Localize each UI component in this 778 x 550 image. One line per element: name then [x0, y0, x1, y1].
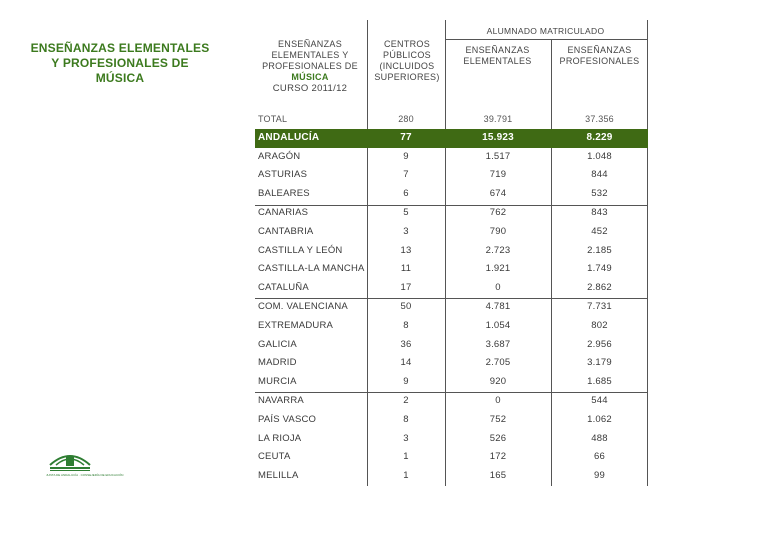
table-row	[255, 317, 648, 336]
cell-centros: 9	[403, 150, 409, 162]
header-main-line-3: PROFESIONALES DE	[262, 61, 358, 71]
cell-centros: 14	[400, 357, 412, 369]
cell-profesionales: 2.956	[587, 338, 612, 350]
cell-name: CANTABRIA	[258, 225, 314, 237]
header-elem-line-2: ELEMENTALES	[463, 56, 532, 66]
cell-profesionales: 3.179	[587, 357, 612, 369]
cell-name: MURCIA	[258, 376, 297, 388]
cell-name: CANARIAS	[258, 206, 309, 218]
cell-profesionales: 37.356	[585, 114, 614, 124]
cell-elementales: 762	[489, 206, 507, 218]
cell-centros: 11	[400, 263, 412, 275]
cell-elementales: 165	[489, 470, 507, 482]
header-prof-line-1: ENSEÑANZAS	[567, 45, 632, 55]
musica-table	[255, 20, 648, 486]
cell-centros: 50	[400, 300, 412, 312]
cell-name: PAÍS VASCO	[258, 413, 317, 425]
cell-elementales: 719	[489, 169, 507, 181]
cell-elementales: 2.723	[485, 244, 511, 256]
table-row	[255, 166, 648, 185]
cell-name: EXTREMADURA	[258, 319, 334, 331]
cell-profesionales: 802	[591, 319, 608, 331]
cell-name: BALEARES	[258, 188, 310, 200]
cell-name: GALICIA	[258, 338, 297, 350]
cell-centros: 1	[403, 451, 409, 463]
title-line-1: ENSEÑANZAS ELEMENTALES	[30, 41, 210, 55]
table-row	[255, 354, 648, 373]
header-main-musica: MÚSICA	[291, 72, 329, 82]
table-row-total	[255, 110, 648, 129]
cell-profesionales: 544	[591, 394, 608, 406]
table-row	[255, 392, 648, 411]
table-row	[255, 298, 648, 317]
header-main-curso: CURSO 2011/12	[272, 83, 348, 94]
cell-centros: 1	[403, 470, 409, 482]
header-main	[255, 39, 365, 94]
title-line-2: Y PROFESIONALES DE	[51, 56, 189, 70]
table-row	[255, 279, 648, 298]
page-title	[30, 41, 210, 86]
cell-profesionales: 452	[591, 225, 608, 237]
cell-elementales: 790	[489, 225, 507, 237]
cell-elementales: 920	[489, 376, 507, 388]
cell-elementales: 4.781	[485, 300, 511, 312]
cell-elementales: 1.517	[485, 150, 511, 162]
cell-centros: 5	[403, 206, 409, 218]
cell-profesionales: 1.062	[587, 413, 612, 425]
cell-elementales: 172	[489, 451, 507, 463]
title-line-3: MÚSICA	[95, 71, 145, 85]
cell-name: ANDALUCÍA	[258, 131, 320, 143]
header-alumnado: ALUMNADO MATRICULADO	[486, 26, 605, 36]
header-centros-line-3: (INCLUIDOS	[379, 61, 435, 71]
cell-name: NAVARRA	[258, 394, 304, 406]
table-row	[255, 223, 648, 242]
table-row	[255, 242, 648, 261]
header-elementales	[445, 45, 550, 67]
alumnado-underline	[445, 39, 648, 40]
cell-elementales: 2.705	[485, 357, 511, 369]
header-centros-line-2: PÚBLICOS	[383, 50, 431, 60]
cell-centros: 77	[400, 131, 412, 143]
cell-centros: 3	[403, 225, 409, 237]
cell-name: MELILLA	[258, 470, 299, 482]
cell-profesionales: 844	[591, 169, 608, 181]
table-row	[255, 185, 648, 204]
cell-profesionales: 2.185	[587, 244, 612, 256]
cell-centros: 2	[403, 394, 409, 406]
cell-elementales: 526	[489, 432, 507, 444]
cell-profesionales: 1.685	[587, 376, 612, 388]
cell-name: CASTILLA-LA MANCHA	[258, 263, 365, 275]
cell-profesionales: 99	[594, 470, 605, 482]
cell-profesionales: 1.749	[587, 263, 612, 275]
cell-name: ARAGÓN	[258, 150, 301, 162]
cell-elementales: 1.921	[485, 263, 511, 275]
cell-name: MADRID	[258, 357, 297, 369]
cell-profesionales: 7.731	[587, 300, 612, 312]
cell-centros: 3	[403, 432, 409, 444]
cell-profesionales: 532	[591, 188, 608, 200]
logo-text: JUNTA DE ANDALUCÍA · CONSEJERÍA DE EDUCACIÓN	[46, 473, 124, 477]
cell-centros: 13	[400, 244, 412, 256]
cell-name: ASTURIAS	[258, 169, 308, 181]
cell-name: CATALUÑA	[258, 282, 309, 294]
cell-profesionales: 8.229	[586, 131, 613, 143]
cell-elementales: 1.054	[485, 319, 511, 331]
header-profesionales	[551, 45, 648, 67]
cell-centros: 8	[403, 413, 409, 425]
table-row	[255, 336, 648, 355]
cell-profesionales: 66	[594, 451, 605, 463]
table-row	[255, 204, 648, 223]
table-row	[255, 467, 648, 486]
cell-name: TOTAL	[258, 114, 288, 124]
header-centros-line-1: CENTROS	[383, 39, 431, 49]
cell-elementales: 752	[489, 413, 507, 425]
cell-elementales: 0	[495, 282, 501, 294]
header-main-line-2: ELEMENTALES Y	[271, 50, 349, 60]
cell-centros: 280	[398, 114, 414, 124]
table-body	[255, 110, 648, 486]
cell-centros: 6	[403, 188, 409, 200]
cell-centros: 17	[400, 282, 412, 294]
cell-elementales: 39.791	[483, 114, 513, 124]
cell-centros: 8	[403, 319, 409, 331]
cell-centros: 7	[403, 169, 409, 181]
table-row	[255, 148, 648, 167]
cell-centros: 36	[400, 338, 412, 350]
cell-elementales: 15.923	[482, 131, 514, 143]
cell-elementales: 674	[489, 188, 507, 200]
cell-name: CEUTA	[258, 451, 291, 463]
header-centros-line-4: SUPERIORES)	[374, 72, 440, 82]
cell-elementales: 0	[495, 394, 501, 406]
table-row-highlighted	[255, 129, 648, 148]
header-prof-line-2: PROFESIONALES	[559, 56, 640, 66]
cell-profesionales: 843	[591, 206, 608, 218]
cell-elementales: 3.687	[485, 338, 511, 350]
table-row	[255, 411, 648, 430]
cell-name: COM. VALENCIANA	[258, 300, 348, 312]
table-row	[255, 260, 648, 279]
cell-centros: 9	[403, 376, 409, 388]
header-elem-line-1: ENSEÑANZAS	[465, 45, 530, 55]
junta-andalucia-logo	[46, 449, 124, 483]
cell-profesionales: 1.048	[587, 150, 612, 162]
table-row	[255, 430, 648, 449]
table-row	[255, 373, 648, 392]
logo-emblem-icon	[46, 449, 94, 473]
cell-name: CASTILLA Y LEÓN	[258, 244, 343, 256]
table-row	[255, 448, 648, 467]
cell-profesionales: 2.862	[587, 282, 612, 294]
cell-name: LA RIOJA	[258, 432, 302, 444]
header-centros	[369, 39, 445, 83]
cell-profesionales: 488	[591, 432, 608, 444]
header-main-line-1: ENSEÑANZAS	[277, 39, 342, 49]
